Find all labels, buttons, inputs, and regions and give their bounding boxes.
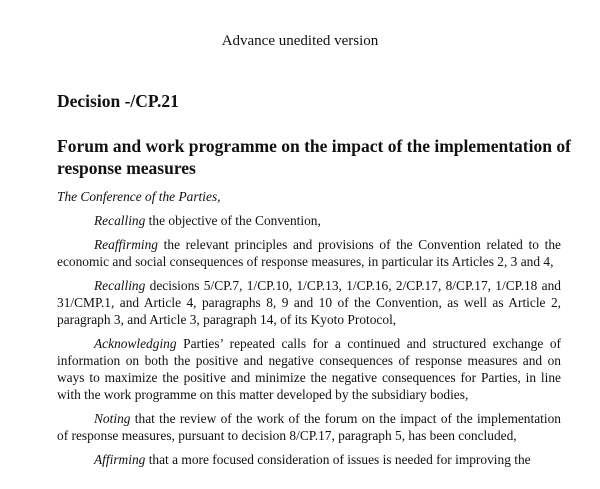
paragraph-text: Parties’ repeated calls for a continued and structured exchange of information on both the positive and negative consequences of response measures and on ways to maximize the positive and minimize the negative consequences for Parties, in line with the work programme on this matter developed by the subsidiary bodies, [57, 336, 561, 402]
paragraph-keyword: Reaffirming [94, 237, 158, 252]
preamble-paragraph [57, 335, 561, 403]
paragraph-text: that a more focused consideration of issues is needed for improving the [145, 452, 531, 467]
paragraph-keyword: Acknowledging [94, 336, 177, 351]
preamble-paragraph [57, 236, 561, 270]
paragraph-text: that the review of the work of the forum on the impact of the implementation of response measures, pursuant to decision 8/CP.17, paragraph 5, has been concluded, [57, 411, 561, 443]
preamble-intro: The Conference of the Parties, [57, 189, 221, 204]
decision-body [57, 188, 561, 475]
preamble-paragraph [57, 277, 561, 328]
decision-number: Decision -/CP.21 [57, 91, 179, 111]
preamble-paragraph [57, 451, 561, 468]
paragraph-text: decisions 5/CP.7, 1/CP.10, 1/CP.13, 1/CP.16, 2/CP.17, 8/CP.17, 1/CP.18 and 31/CMP.1, and Article 4, paragraphs 8, 9 and 10 of the Convention, as well as Article 2, paragraph 3, and Article 3, paragraph 14, of its Kyoto Protocol, [57, 278, 561, 327]
paragraph-keyword: Noting [94, 411, 131, 426]
document-status: Advance unedited version [221, 33, 379, 49]
paragraph-text: the objective of the Convention, [145, 213, 321, 228]
paragraph-keyword: Affirming [94, 452, 146, 467]
decision-title: Forum and work programme on the impact of the implementation of response measures [57, 136, 571, 178]
paragraph-text: the relevant principles and provisions of the Convention related to the economic and social consequences of response measures, in particular its Articles 2, 3 and 4, [57, 237, 561, 269]
paragraph-keyword: Recalling [94, 278, 146, 293]
paragraph-keyword: Recalling [94, 213, 146, 228]
preamble-paragraph [57, 212, 561, 229]
preamble-paragraph [57, 410, 561, 444]
